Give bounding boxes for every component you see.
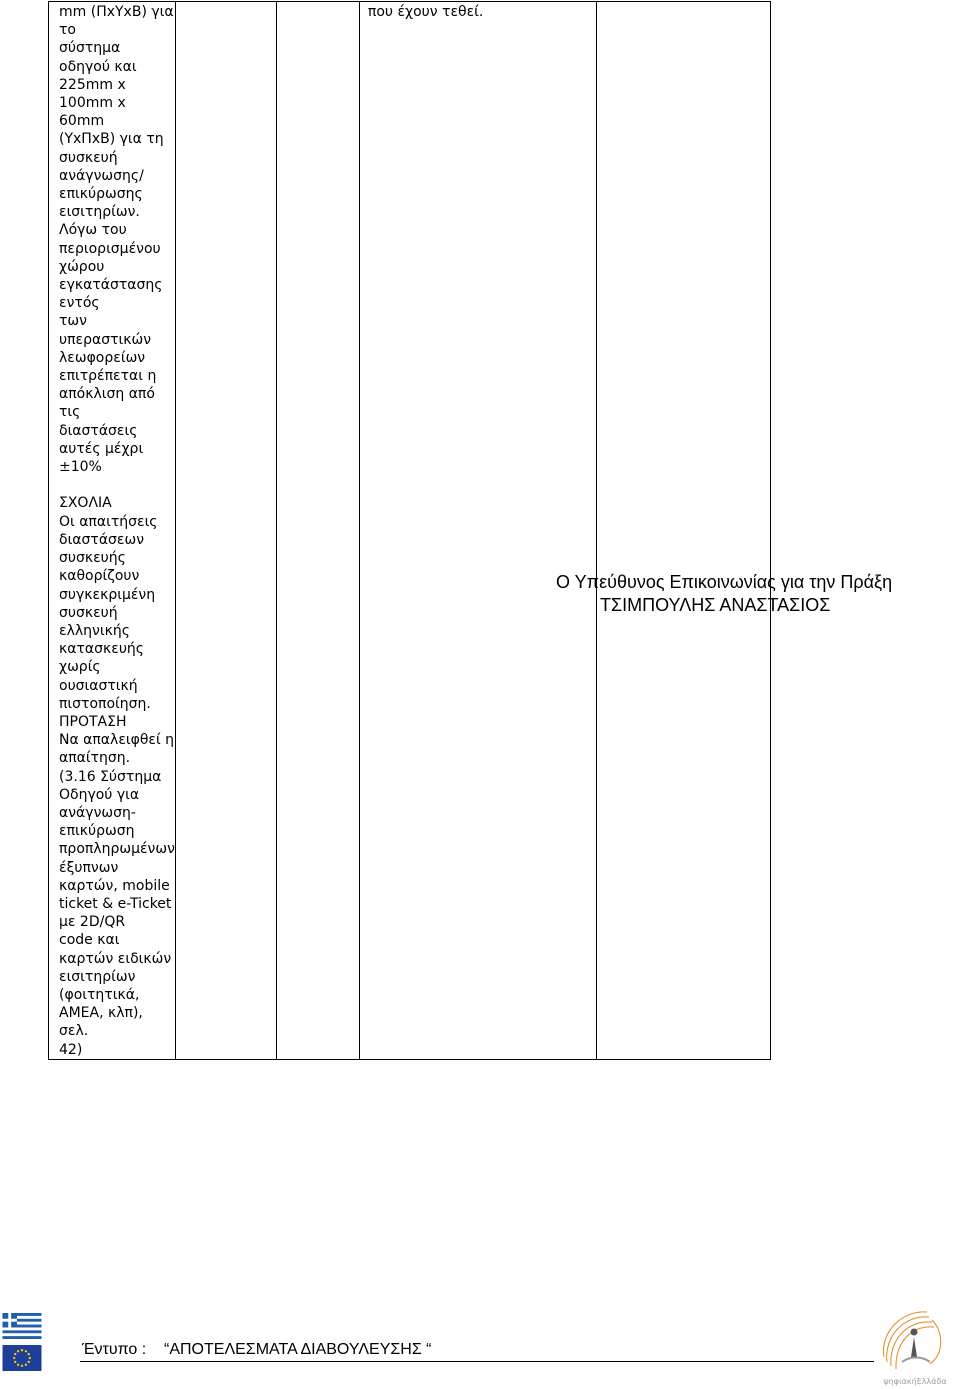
footer-divider	[80, 1361, 874, 1362]
cell-response-text: που έχουν τεθεί.	[367, 4, 484, 20]
signature-role: Ο Υπεύθυνος Επικοινωνίας για την Πράξη	[556, 572, 893, 592]
signature-name: ΤΣΙΜΠΟΥΛΗΣ ΑΝΑΣΤΑΣΙΟΣ	[600, 595, 831, 615]
table-cell-response	[359, 2, 596, 1060]
flags-group	[2, 1313, 42, 1371]
consultation-table	[48, 1, 771, 1060]
table-cell-empty-3	[596, 2, 770, 1060]
cell-comment-text: mm (ΠxΥxΒ) για το σύστημα οδηγού και 225mm x 100mm x 60mm (ΥxΠxΒ) για τη συσκευή ανάγνωσης/επικύρωσης εισιτηρίων. Λόγω του περιορισμένου χώρου εγκατάστασης εντός των υπεραστικών λεωφορείων επιτρέπεται η απόκλιση από τις διαστάσεις αυτές μέχρι ±10% ΣΧΟΛΙΑ Οι απαιτήσεις διαστάσεων συσκευής καθορίζουν συγκεκριμένη συσκευή ελληνικής κατασκευής χωρίς ουσιαστική πιστοποίηση. ΠΡΟΤΑΣΗ Να απαλειφθεί η απαίτηση. (3.16 Σύστημα Οδηγού για ανάγνωση- επικύρωση προπληρωμένων έξυπνων καρτών, mobile ticket & e-Ticket με 2D/QR code και καρτών ειδικών εισιτηρίων (φοιτητικά, ΑΜΕΑ, κλπ), σελ. 42)	[59, 4, 175, 1058]
table-cell-empty-1	[175, 2, 276, 1060]
signature-block	[556, 571, 892, 617]
eu-flag-icon	[2, 1345, 42, 1371]
logo-caption: ψηφιακήΕλλάδα	[883, 1377, 947, 1386]
table-cell-empty-2	[276, 2, 359, 1060]
table-cell-main-text	[49, 2, 176, 1060]
table-row	[49, 2, 771, 1060]
greek-flag-icon	[2, 1313, 42, 1339]
digital-greece-logo-icon	[872, 1302, 958, 1388]
footer-form-title: Έντυπο : “ΑΠΟΤΕΛΕΣΜΑΤΑ ΔΙΑΒΟΥΛΕΥΣΗΣ “	[82, 1341, 432, 1358]
